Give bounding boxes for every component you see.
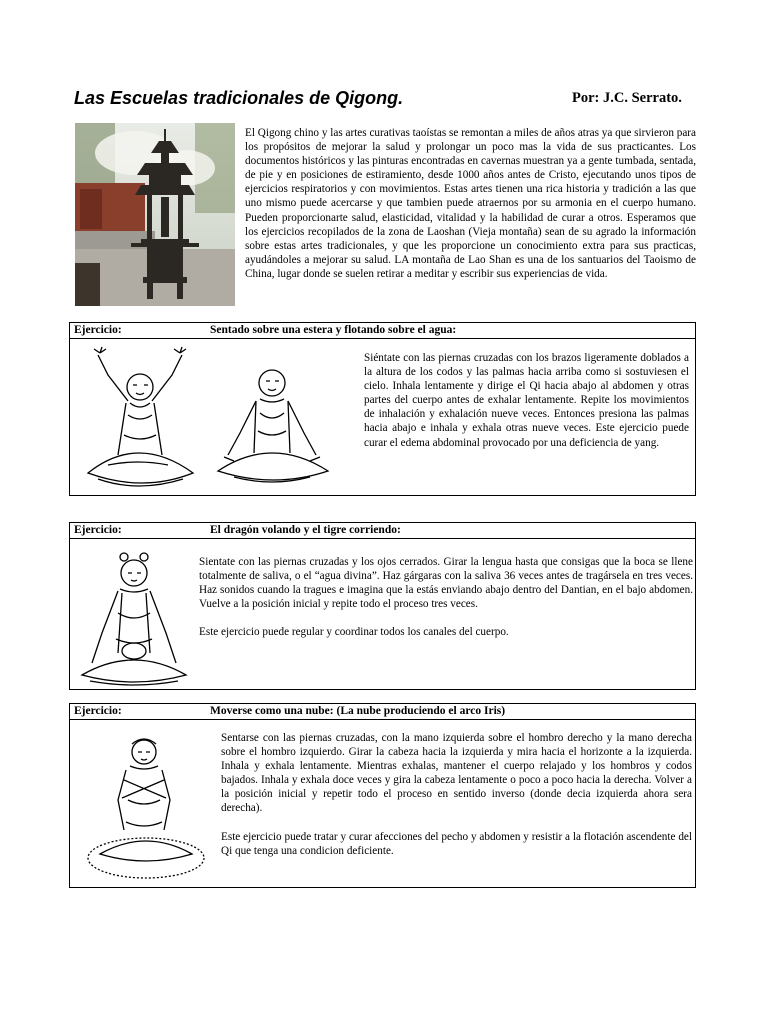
exercise-header-1 bbox=[70, 323, 695, 339]
figure-seated-hands-on-knees bbox=[210, 353, 335, 498]
exercise-text-2 bbox=[199, 555, 693, 653]
exercise-header-2 bbox=[70, 523, 695, 539]
exercise-paragraph: Este ejercicio puede regular y coordinar todos los canales del cuerpo. bbox=[199, 626, 509, 639]
temple-incense-burner-photo bbox=[75, 123, 235, 306]
exercise-paragraph: Sentarse con las piernas cruzadas, con la mano izquierda sobre el hombro derecho y la mano derecha sobre el hombro izquierdo. Girar la cabeza hacia la izquierda y mira hacia el horizonte a la izquierda. Inhala y exhala lentamente. Mientras exhalas, mantener el cuerpo relajado y los hombros y codos bajados. Inhala y exhala doce veces y gira la cabeza lentamente o poco a poco hacia la derecha. Volver a la posición inicial y repetir todo el proceso en sentido inverso (donde decia izquierda ahora sera derecha). bbox=[221, 732, 692, 815]
exercise-box-1 bbox=[69, 322, 696, 496]
exercise-paragraph: Sientate con las piernas cruzadas y los ojos cerrados. Girar la lengua hasta que consigas que la boca se llene totalmente de saliva, o el “agua divina”. Haz gárgaras con la saliva 36 veces antes de tragársela en tres veces. Haz sonidos cuando la tragues e imagina que la estás enviando abajo dentro del Dantian, en el bajo abdomen. Vuelve a la posición inicial y repite todo el proceso tres veces. bbox=[199, 556, 693, 611]
figure-seated-eyes-closed bbox=[78, 543, 190, 694]
page-title: Las Escuelas tradicionales de Qigong. bbox=[74, 88, 404, 108]
exercise-title: Moverse como una nube: (La nube produciendo el arco Iris) bbox=[210, 705, 506, 717]
exercise-box-3 bbox=[69, 703, 696, 888]
exercise-paragraph: Siéntate con las piernas cruzadas con los brazos ligeramente doblados a la altura de los codos y las palmas hacia arriba como si sostuviesen el cielo. Inhala lentamente y dirige el Qi hacia abajo al abdomen y otras partes del cuerpo antes de exhalar lentamente. Repite los movimientos de inhalación y exhalación nueve veces. Entonces presiona las palmas hacia abajo e inhala y exhala otras nueve veces. Este ejercicio puede curar el edema abdominal provocado por una deficiencia de yang. bbox=[364, 352, 689, 449]
figure-seated-arms-raised bbox=[78, 345, 203, 498]
intro-paragraph: El Qigong chino y las artes curativas taoístas se remontan a miles de años atras ya que sirvieron para los propósitos de mejorar la salud y prolongar un poco mas la vida de sus practicantes. Los documentos históricos y las pinturas encontradas en cavernas muestran ya a gente tumbada, sentada, de pie y en posiciones de estiramiento, desde 1000 años antes de Cristo, ejecutando unos tipos de ejercicios respiratorios y con movimientos. Estas artes tienen una rica historia y tradición a las que uno mismo puede acercarse y que tambien puede atraernos por su armonia en el cuerpo humano. Pueden proporcionarte salud, elasticidad, vitalidad y la habilidad de curar a otros. Esperamos que los ejercicios recopilados de la zona de Laoshan (Vieja montaña) sean de su agrado la información sobre estas artes tradicionales, y que les proporcione un conocimiento extra para sus practicas, ayudándoles a mejorar su salud. LA montaña de Lao Shan es una de los santuarios del Taoismo de China, lugar donde se suelen retirar a meditar y escribir sus experiencias de vida. bbox=[245, 127, 696, 280]
exercise-header-3 bbox=[70, 704, 695, 720]
exercise-title: Sentado sobre una estera y flotando sobre el agua: bbox=[210, 324, 457, 336]
exercise-paragraph: Este ejercicio puede tratar y curar afecciones del pecho y abdomen y resistir a la flotación ascendente del Qi que tenga una condicion deficiente. bbox=[221, 830, 692, 857]
author-line: Por: J.C. Serrato. bbox=[572, 90, 682, 106]
exercise-title: El dragón volando y el tigre corriendo: bbox=[210, 524, 401, 536]
figure-seated-arms-crossed-on-mat bbox=[84, 730, 210, 889]
exercise-text-1 bbox=[364, 351, 689, 464]
exercise-label: Ejercicio: bbox=[74, 524, 122, 536]
exercise-label: Ejercicio: bbox=[74, 705, 122, 717]
exercise-label: Ejercicio: bbox=[74, 324, 122, 336]
exercise-box-2 bbox=[69, 522, 696, 690]
exercise-text-3 bbox=[221, 731, 692, 872]
